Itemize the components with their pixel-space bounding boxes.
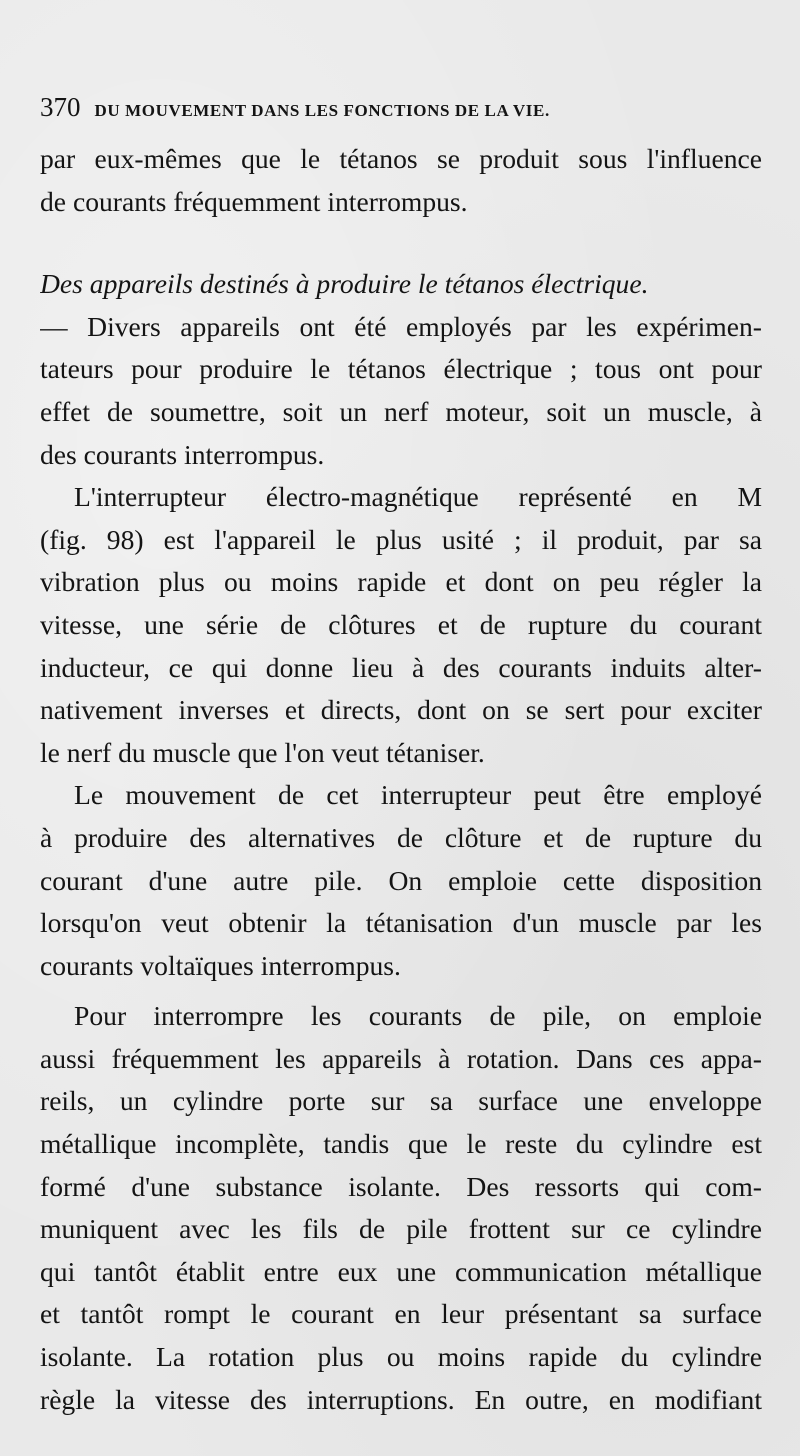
text-line: Le mouvement de cet interrupteur peut être employé (74, 779, 762, 811)
text-line: des courants interrompus. (40, 438, 325, 470)
text-line: vibration plus ou moins rapide et dont on peu régler la (40, 566, 762, 598)
text-line: courant d'une autre pile. On emploie cette disposition (40, 864, 762, 896)
text-line: muniquent avec les fils de pile frottent sur ce cylindre (40, 1213, 762, 1245)
text-line: — Divers appareils ont été employés par les expérimen- (40, 310, 762, 342)
running-title: DU MOUVEMENT DANS LES FONCTIONS DE LA VIE. (94, 101, 550, 120)
text-line: vitesse, une série de clôtures et de rupture du courant (40, 608, 762, 640)
paragraph-interrupteur (40, 476, 762, 774)
text-line: le nerf du muscle que l'on veut tétaniser. (40, 736, 485, 768)
text-line: lorsqu'on veut obtenir la tétanisation d'un muscle par les (40, 907, 762, 939)
text-line: de courants fréquemment interrompus. (40, 185, 468, 217)
text-line: L'interrupteur électro-magnétique représenté en M (74, 481, 762, 513)
text-line: formé d'une substance isolante. Des ressorts qui com- (40, 1170, 762, 1202)
text-line: tateurs pour produire le tétanos électrique ; tous ont pour (40, 353, 762, 385)
text-line: (fig. 98) est l'appareil le plus usité ; il produit, par sa (40, 523, 762, 555)
text-line: à produire des alternatives de clôture et de rupture du (40, 821, 762, 853)
text-line: reils, un cylindre porte sur sa surface une enveloppe (40, 1085, 762, 1117)
text-line: courants voltaïques interrompus. (40, 949, 401, 981)
page-number: 370 (40, 92, 81, 122)
section-paragraph (40, 263, 762, 476)
text-line: métallique incomplète, tandis que le reste du cylindre est (40, 1128, 762, 1160)
text-line: isolante. La rotation plus ou moins rapide du cylindre (40, 1341, 762, 1373)
text-line: règle la vitesse des interruptions. En outre, en modifiant (40, 1383, 762, 1415)
book-page (40, 92, 762, 1421)
text-line: aussi fréquemment les appareils à rotation. Dans ces appa- (40, 1042, 762, 1074)
text-line: qui tantôt établit entre eux une communication métallique (40, 1255, 762, 1287)
text-line: et tantôt rompt le courant en leur présentant sa surface (40, 1298, 762, 1330)
text-line: Pour interrompre les courants de pile, on emploie (74, 1000, 762, 1032)
paragraph-mouvement (40, 774, 762, 987)
text-line: inducteur, ce qui donne lieu à des courants induits alter- (40, 651, 762, 683)
text-line: par eux-mêmes que le tétanos se produit sous l'influence (40, 143, 762, 174)
section-title-text: Des appareils destinés à produire le tétanos électrique. (40, 268, 649, 300)
running-head (40, 92, 762, 138)
paragraph-continuation (40, 138, 762, 223)
section-title (40, 263, 762, 306)
text-line: nativement inverses et directs, dont on se sert pour exciter (40, 694, 762, 726)
paragraph-rotation (40, 995, 762, 1421)
text-line: effet de soumettre, soit un nerf moteur, soit un muscle, à (40, 395, 762, 427)
